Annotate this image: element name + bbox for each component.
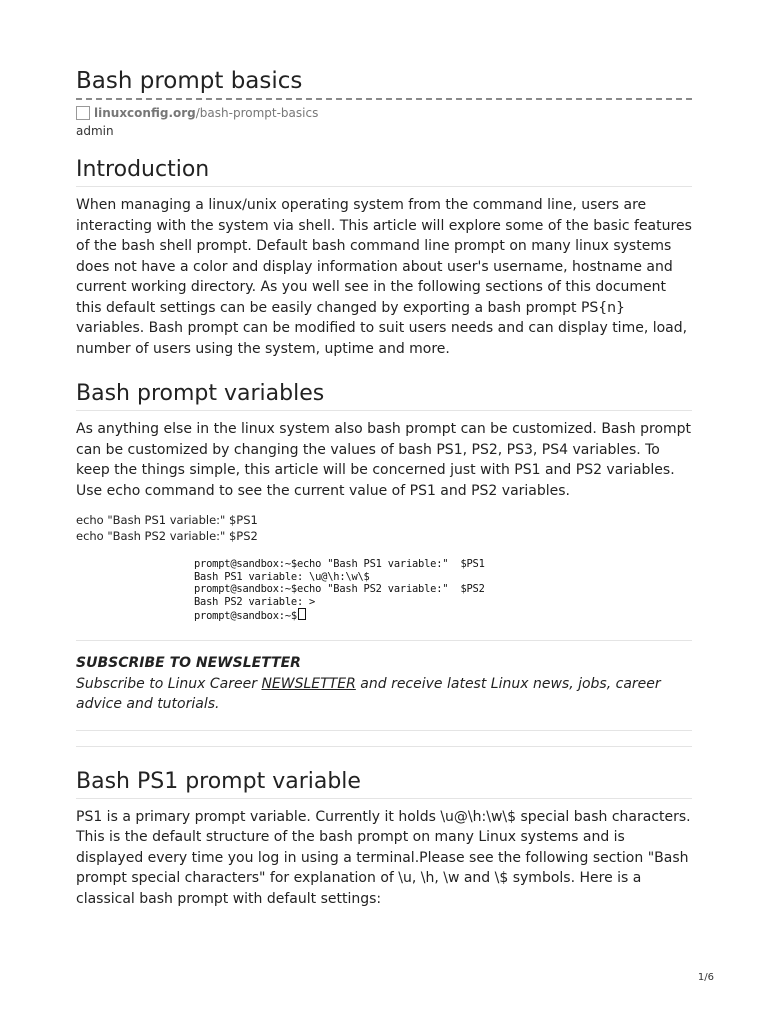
newsletter-top-divider bbox=[76, 640, 692, 641]
author-name: admin bbox=[76, 124, 114, 138]
newsletter-bottom-divider-2 bbox=[76, 746, 692, 747]
terminal-line: Bash PS2 variable: > bbox=[194, 595, 316, 608]
intro-paragraph: When managing a linux/unix operating system from the command line, users are interacting with the system via shell. This article will explore some of the basic features of the bash shell prompt. Default bash command line prompt on many linux systems does not have a color and display information about user's username, hostname and current working directory. As you well see in the following sections of this document this default settings can be easily changed by exporting a bash prompt PS{n} variables. Bash prompt can be modified to suit users needs and can display time, load, number of users using the system, uptime and more. bbox=[76, 197, 692, 357]
newsletter-text bbox=[76, 674, 692, 715]
terminal-line: prompt@sandbox:~$echo "Bash PS2 variable:" $PS2 bbox=[194, 583, 485, 596]
terminal-screenshot bbox=[194, 558, 692, 623]
section-heading-variables: Bash prompt variables bbox=[76, 381, 325, 406]
code-line: echo "Bash PS1 variable:" $PS1 bbox=[76, 513, 258, 527]
favicon-icon bbox=[76, 106, 90, 120]
section-divider bbox=[76, 798, 692, 799]
terminal-line: prompt@sandbox:~$echo "Bash PS1 variable:" $PS1 bbox=[194, 558, 485, 570]
source-path[interactable]: /bash-prompt-basics bbox=[195, 106, 319, 120]
newsletter-heading: SUBSCRIBE TO NEWSLETTER bbox=[76, 654, 301, 671]
terminal-prompt-line bbox=[194, 608, 692, 623]
variables-paragraph: As anything else in the linux system also bash prompt can be customized. Bash prompt can be customized by changing the values of bash PS1, PS2, PS3, PS4 variables. To keep the things simple, this article will be concerned just with PS1 and PS2 variables. Use echo command to see the current value of PS1 and PS2 variables. bbox=[76, 421, 692, 499]
terminal-line: Bash PS1 variable: \u@\h:\w\$ bbox=[194, 570, 370, 583]
ps1-paragraph: PS1 is a primary prompt variable. Currently it holds \u@\h:\w\$ special bash characters. This is the default structure of the bash prompt on many Linux systems and is displayed every time you log in using a terminal.Please see the following section "Bash prompt special characters" for explanation of \u, \h, \w and \$ symbols. Here is a classical bash prompt with default settings: bbox=[76, 808, 691, 907]
code-block bbox=[76, 512, 692, 544]
page-number: 1/6 bbox=[697, 972, 714, 983]
title-divider bbox=[76, 98, 692, 100]
newsletter-text-before: Subscribe to Linux Career bbox=[76, 675, 262, 692]
page-title: Bash prompt basics bbox=[76, 68, 303, 94]
source-link[interactable] bbox=[76, 105, 692, 121]
source-url[interactable] bbox=[94, 106, 318, 120]
document-page bbox=[76, 66, 692, 909]
section-heading-ps1: Bash PS1 prompt variable bbox=[76, 768, 361, 794]
newsletter-bottom-divider bbox=[76, 730, 692, 731]
terminal-line: prompt@sandbox:~$ bbox=[194, 610, 297, 623]
source-domain[interactable]: linuxconfig.org bbox=[94, 106, 196, 120]
newsletter-box bbox=[76, 653, 692, 715]
cursor-icon bbox=[298, 608, 306, 620]
newsletter-link[interactable]: NEWSLETTER bbox=[261, 675, 356, 692]
section-heading-introduction: Introduction bbox=[76, 157, 210, 182]
section-divider bbox=[76, 186, 692, 187]
newsletter-text-after: and receive latest Linux news, jobs, career advice and tutorials. bbox=[76, 675, 661, 713]
code-line: echo "Bash PS2 variable:" $PS2 bbox=[76, 529, 258, 543]
section-divider bbox=[76, 410, 692, 411]
